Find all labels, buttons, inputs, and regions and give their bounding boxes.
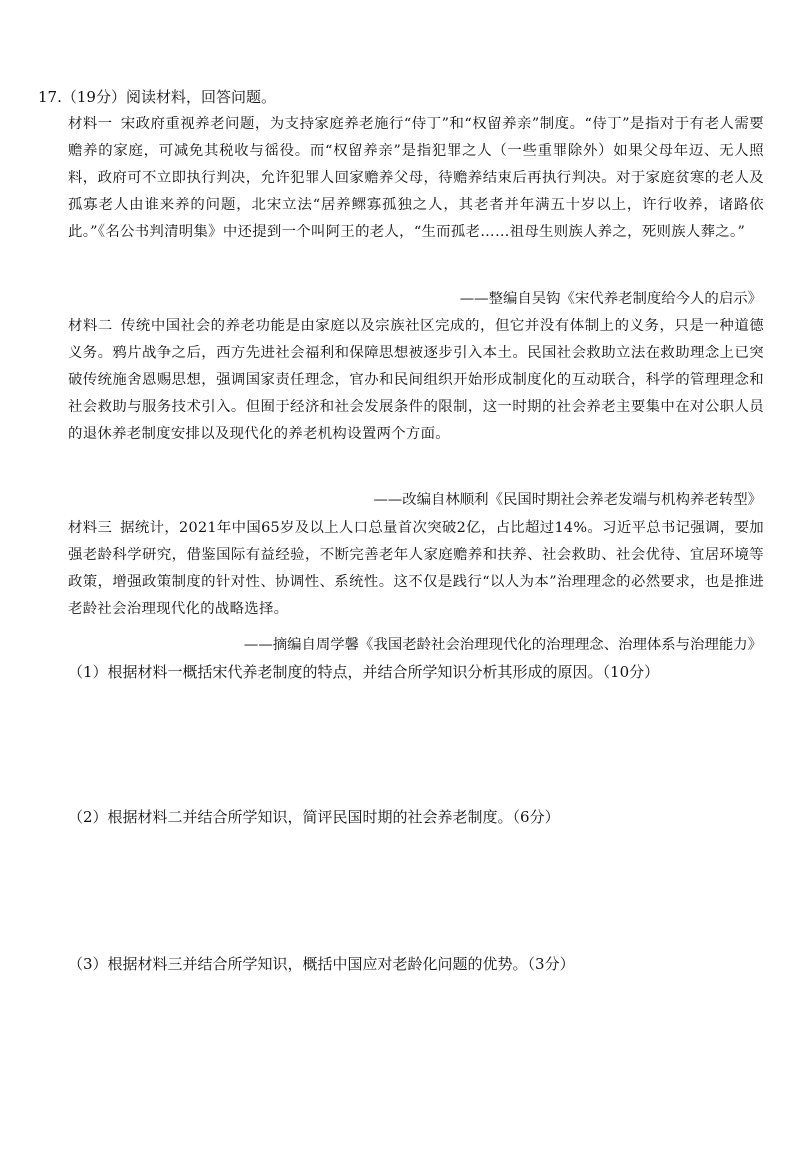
material-two-label: 材料二 bbox=[68, 318, 113, 334]
question-header: 17.（19分）阅读材料，回答问题。 bbox=[38, 88, 276, 106]
material-three bbox=[68, 515, 764, 623]
material-two-text: 传统中国社会的养老功能是由家庭以及宗族社区完成的，但它并没有体制上的义务，只是一种道德义务。鸦片战争之后，西方先进社会福利和保障思想被逐步引入本土。民国社会救助立法在救助理念上已突破传统施舍恩赐思想，强调国家责任理念，官办和民间组织开始形成制度化的互动联合，科学的管理理念和社会救助与服务技术引入。但囿于经济和社会发展条件的限制，这一时期的社会养老主要集中在对公职人员的退休养老制度安排以及现代化的养老机构设置两个方面。 bbox=[68, 318, 764, 442]
material-one-label: 材料一 bbox=[68, 116, 113, 132]
sub-question-2: （2）根据材料二并结合所学知识，简评民国时期的社会养老制度。（6分） bbox=[68, 808, 560, 826]
material-one-source: ——整编自吴钩《宋代养老制度给今人的启示》 bbox=[459, 291, 762, 307]
material-three-text: 据统计，2021年中国65岁及以上人口总量首次突破2亿，占比超过14%。习近平总书记强调，要加强老龄科学研究，借鉴国际有益经验，不断完善老年人家庭赡养和扶养、社会救助、社会优待、宜居环境等政策，增强政策制度的针对性、协调性、系统性。这不仅是践行“以人为本”治理理念的必然要求，也是推进老龄社会治理现代化的战略选择。 bbox=[68, 520, 764, 617]
sub-question-3: （3）根据材料三并结合所学知识，概括中国应对老龄化问题的优势。（3分） bbox=[68, 955, 575, 973]
sub-question-1: （1）根据材料一概括宋代养老制度的特点，并结合所学知识分析其形成的原因。（10分） bbox=[68, 663, 660, 681]
material-three-label: 材料三 bbox=[68, 520, 113, 536]
material-two bbox=[68, 313, 764, 448]
material-three-source: ——摘编自周学馨《我国老龄社会治理现代化的治理理念、治理体系与治理能力》 bbox=[243, 637, 762, 653]
material-two-source: ——改编自林顺利《民国时期社会养老发端与机构养老转型》 bbox=[373, 492, 762, 508]
material-one bbox=[68, 111, 764, 246]
material-one-text: 宋政府重视养老问题，为支持家庭养老施行“侍丁”和“权留养亲”制度。“侍丁”是指对于有老人需要赡养的家庭，可减免其税收与徭役。而“权留养亲”是指犯罪之人（一些重罪除外）如果父母年迈、无人照料，政府可不立即执行判决，允许犯罪人回家赡养父母，待赡养结束后再执行判决。对于家庭贫寒的老人及孤寡老人由谁来养的问题，北宋立法“居养鳏寡孤独之人，其老者并年满五十岁以上，许行收养，诸路依此。”《名公书判清明集》中还提到一个叫阿王的老人，“生而孤老……祖母生则族人养之，死则族人葬之。” bbox=[68, 116, 764, 240]
